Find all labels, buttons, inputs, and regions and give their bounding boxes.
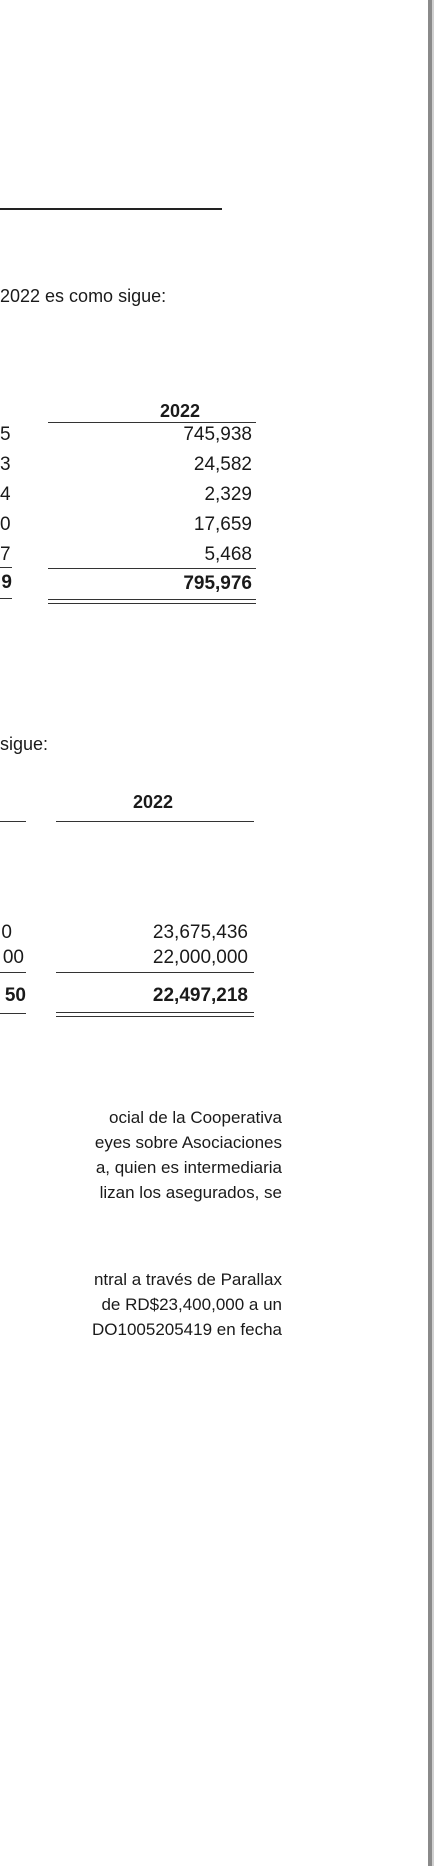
left-subtotal-rule: [0, 972, 26, 973]
left-total-digit: 9: [1, 572, 12, 593]
total-double-underline-2: [56, 1016, 254, 1017]
left-digit: 4: [0, 484, 11, 505]
total-value: 22,497,218: [152, 985, 248, 1006]
left-total-underline: [0, 598, 12, 599]
left-digit: 0: [0, 514, 11, 535]
value-cell: 5,468: [204, 544, 252, 565]
value-cell: 22,000,000: [152, 947, 248, 968]
section1-year-header: 2022: [159, 401, 201, 421]
subtotal-rule: [48, 568, 256, 569]
total-double-underline-1: [48, 599, 256, 600]
left-digit: 5: [0, 424, 11, 445]
value-cell: 745,938: [183, 424, 252, 445]
left-digit: 0: [1, 922, 12, 943]
left-total-digit: 50: [4, 985, 26, 1006]
left-digit: 3: [0, 454, 11, 475]
paragraph-line: lizan los asegurados, se: [99, 1183, 282, 1202]
section2-left-header-rule: [0, 821, 26, 822]
left-digit: 7: [0, 544, 11, 565]
paragraph-line: de RD$23,400,000 a un: [101, 1295, 282, 1314]
left-digit: 00: [2, 947, 24, 968]
paragraph-line: a, quien es intermediaria: [95, 1158, 282, 1177]
value-cell: 24,582: [193, 454, 252, 475]
section1-intro: 2022 es como sigue:: [0, 286, 167, 306]
paragraph-line: ocial de la Cooperativa: [109, 1108, 282, 1127]
total-value: 795,976: [183, 573, 252, 594]
total-double-underline-2: [48, 603, 256, 604]
value-cell: 17,659: [193, 514, 252, 535]
left-subtotal-rule: [0, 567, 12, 568]
total-double-underline-1: [56, 1012, 254, 1013]
section2-header-underline: [56, 821, 254, 822]
paragraph-line: DO1005205419 en fecha: [92, 1320, 282, 1339]
paragraph-line: ntral a través de Parallax: [93, 1270, 282, 1289]
section-divider: [0, 208, 222, 210]
subtotal-rule: [56, 972, 254, 973]
paragraph-line: eyes sobre Asociaciones: [94, 1133, 282, 1152]
value-cell: 23,675,436: [152, 922, 248, 943]
header-underline: [48, 422, 256, 423]
section2-intro: sigue:: [0, 734, 49, 754]
value-cell: 2,329: [204, 484, 252, 505]
left-total-underline: [0, 1013, 26, 1014]
section2-year-header: 2022: [132, 792, 174, 812]
